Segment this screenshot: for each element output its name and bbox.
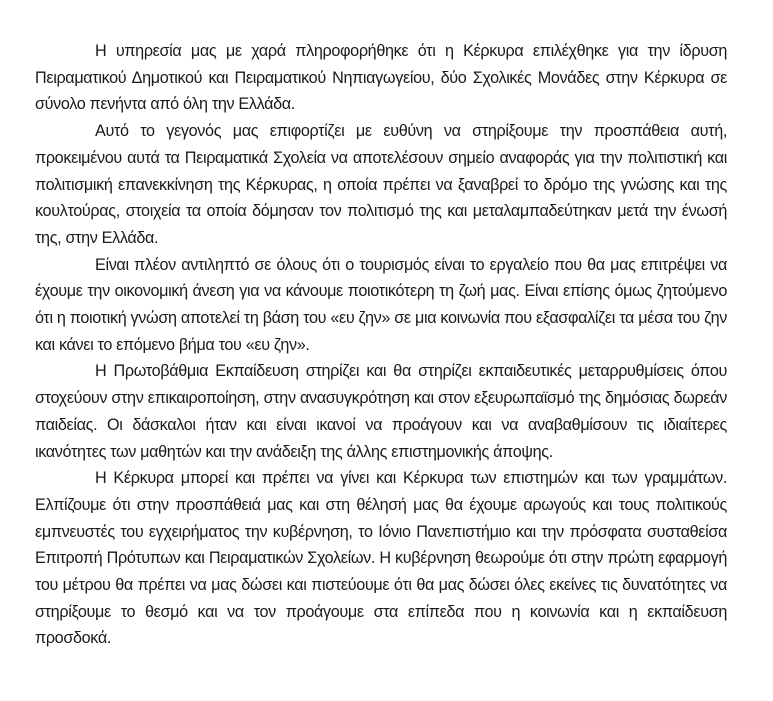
document-body [35, 38, 727, 652]
paragraph-3: Είναι πλέον αντιληπτό σε όλους ότι ο τουρισμός είναι το εργαλείο που θα μας επιτρέψει να έχουμε την οικονομική άνεση για να κάνουμε ποιοτικότερη τη ζωή μας. Είναι επίσης όμως ζητούμενο ότι η ποιοτική γνώση αποτελεί τη βάση του «ευ ζην» σε μια κοινωνία που εξασφαλίζει τα μέσα του ζην και κάνει το επόμενο βήμα του «ευ ζην». [35, 255, 727, 354]
paragraph-2: Αυτό το γεγονός μας επιφορτίζει με ευθύνη να στηρίξουμε την προσπάθεια αυτή, προκειμένου αυτά τα Πειραματικά Σχολεία να αποτελέσουν σημείο αναφοράς για την πολιτιστική και πολιτισμική επανεκκίνηση της Κέρκυρας, η οποία πρέπει να ξαναβρεί το δρόμο της γνώσης και της κουλτούρας, στοιχεία τα οποία δόμησαν τον πολιτισμό της και μεταλαμπαδεύτηκαν μετά την ένωσή της, στην Ελλάδα. [35, 122, 727, 247]
paragraph-5: Η Κέρκυρα μπορεί και πρέπει να γίνει και Κέρκυρα των επιστημών και των γραμμάτων. Ελπίζουμε ότι στην προσπάθειά μας και στη θέλησή μας θα έχουμε αρωγούς και τους πολιτικούς εμπνευστές του εγχειρήματος την κυβέρνηση, το Ιόνιο Πανεπιστήμιο και την πρόσφατα συσταθείσα Επιτροπή Πρότυπων και Πειραματικών Σχολείων. Η κυβέρνηση θεωρούμε ότι στην πρώτη εφαρμογή του μέτρου θα πρέπει να μας δώσει και πιστεύουμε ότι θα μας δώσει όλες εκείνες τις δυνατότητες να στηρίξουμε το θεσμό και να τον προάγουμε στα επίπεδα που η κοινωνία και η εκπαίδευση προσδοκά. [35, 469, 727, 648]
paragraph-1: Η υπηρεσία μας με χαρά πληροφορήθηκε ότι η Κέρκυρα επιλέχθηκε για την ίδρυση Πειραματικού Δημοτικού και Πειραματικού Νηπιαγωγείου, δύο Σχολικές Μονάδες στην Κέρκυρα σε σύνολο πενήντα από όλη την Ελλάδα. [35, 42, 727, 114]
paragraph-4: Η Πρωτοβάθμια Εκπαίδευση στηρίζει και θα στηρίζει εκπαιδευτικές μεταρρυθμίσεις όπου στοχεύουν στην επικαιροποίηση, στην ανασυγκρότηση και στον εξευρωπαϊσμό της δημόσιας δωρεάν παιδείας. Οι δάσκαλοι ήταν και είναι ικανοί να προάγουν και να αναβαθμίσουν τις ιδιαίτερες ικανότητες των μαθητών και την ανάδειξη της άλλης επιστημονικής άποψης. [35, 362, 727, 461]
